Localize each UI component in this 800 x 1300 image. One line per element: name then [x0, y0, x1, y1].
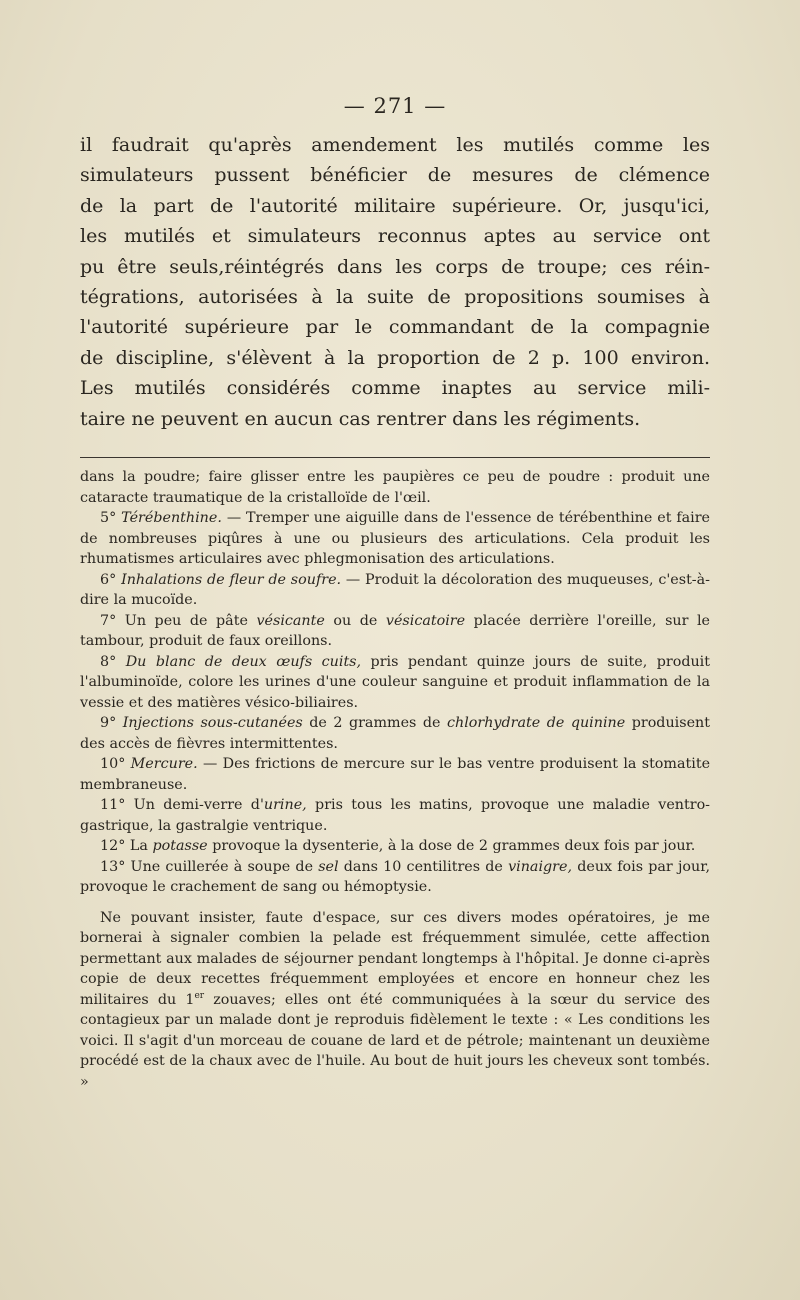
- footnote-10: [80, 754, 710, 795]
- footnote-text: Une cuillerée à soupe de: [130, 858, 314, 875]
- main-line: simulateurs pussent bénéficier de mesures de clémence: [80, 164, 710, 187]
- footnote-13: [80, 857, 710, 898]
- footnote-7: [80, 611, 710, 652]
- ordinal-superscript: er: [194, 990, 205, 1001]
- footnote-5: [80, 508, 710, 570]
- footnote-text: dans 10 centilitres de: [343, 858, 503, 875]
- footnote-emphasis: vésicatoire: [385, 612, 466, 629]
- footnote-6: [80, 570, 710, 611]
- footnote-number: 6°: [100, 571, 117, 588]
- footnote-text: Un peu de pâte: [124, 612, 248, 629]
- footnote-text: — Des frictions de mercure sur le bas ventre produisent la stomatite membraneuse.: [80, 756, 711, 793]
- footnote-text: — Tremper une aiguille dans de l'essence de térébenthine et faire de nombreuses piqûres à une ou plusieurs des articulations. Cela produit les rhumatismes articulaires avec phlegmonisation des articulations.: [80, 510, 711, 568]
- closing-text: zouaves; elles ont été communiquées à la sœur du service des contagieux par un malade dont je reproduis fidèlement le texte : « Les conditions les voici. Il s'agit d'un morceau de couane de lard et de pétrole; maintenant un deuxième procédé est de la chaux avec de l'huile. Au bout de huit jours les cheveux sont tombés. »: [80, 991, 711, 1090]
- book-page: [80, 92, 710, 1092]
- footnote-text: pris pendant quinze jours de suite, produit l'albuminoïde, colore les urines d'une couleur sanguine et produit inflammation de la vessie et des matières vésico-biliaires.: [80, 653, 710, 711]
- footnote-title: Injections sous-cutanées: [122, 715, 303, 732]
- main-line: de la part de l'autorité militaire supérieure. Or, jusqu'ici,: [80, 194, 710, 217]
- footnote-text: provoque la dysenterie, à la dose de 2 grammes deux fois par jour.: [212, 838, 696, 855]
- main-line: de discipline, s'élèvent à la proportion de 2 p. 100 environ.: [80, 346, 710, 369]
- footnote-emphasis: urine,: [263, 797, 307, 814]
- footnote-emphasis: vinaigre,: [508, 858, 573, 875]
- main-line: il faudrait qu'après amendement les mutilés comme les: [80, 134, 710, 156]
- footnote-emphasis: vésicante: [256, 612, 325, 629]
- footnote-emphasis: sel: [318, 858, 339, 875]
- footnote-number: 5°: [100, 510, 117, 527]
- footnote-separator: [80, 457, 710, 458]
- footnote-text: produisent des accès de fièvres intermittentes.: [80, 715, 710, 752]
- footnote-continuation: dans la poudre; faire glisser entre les paupières ce peu de poudre : produit une cataracte traumatique de la cristalloïde de l'œil.: [80, 469, 710, 506]
- footnote-text: Un demi-verre d': [133, 797, 264, 814]
- closing-text: Ne pouvant insister, faute d'espace, sur ces divers modes opératoires, je me bornerai à signaler combien la pelade est fréquemment simulée, cette affection permettant aux malades de séjourner pendant longtemps à l'hôpital. Je donne ci-après copie de deux recettes fréquemment employées et encore en honneur chez les militaires du 1: [80, 909, 710, 1008]
- closing-paragraph: [80, 908, 710, 1093]
- footnote-title: Térébenthine.: [121, 510, 222, 527]
- footnote-text: placée derrière l'oreille, sur le tambour, produit de faux oreillons.: [80, 612, 711, 650]
- footnote-title: Du blanc de deux œufs cuits,: [125, 653, 362, 670]
- footnote-number: 10°: [100, 756, 126, 773]
- footnote-title: Inhalations de fleur de soufre.: [121, 571, 342, 588]
- footnote-text: de 2 grammes de: [309, 715, 441, 732]
- footnote-emphasis: potasse: [152, 838, 208, 855]
- main-line: taire ne peuvent en aucun cas rentrer dans les régiments.: [80, 407, 641, 430]
- main-line: les mutilés et simulateurs reconnus aptes au service ont: [80, 225, 710, 248]
- footnote-number: 7°: [100, 612, 117, 629]
- main-line: Les mutilés considérés comme inaptes au service mili-: [80, 377, 710, 400]
- footnote-9: [80, 713, 710, 754]
- footnote-title: Mercure.: [130, 756, 198, 773]
- footnote-text: La: [129, 838, 148, 855]
- main-line: tégrations, autorisées à la suite de propositions soumises à: [80, 286, 710, 309]
- footnote-text: pris tous les matins, provoque une maladie ventro-gastrique, la gastralgie ventrique.: [80, 797, 711, 834]
- footnote-number: 13°: [100, 858, 126, 875]
- main-line: l'autorité supérieure par le commandant de la compagnie: [80, 316, 710, 339]
- footnote-11: [80, 795, 710, 836]
- footnote-text: ou de: [333, 612, 378, 629]
- footnote-number: 9°: [100, 715, 117, 732]
- footnote-number: 8°: [100, 653, 117, 670]
- footnote-emphasis: chlorhydrate de quinine: [446, 715, 626, 732]
- footnote-12: [80, 836, 710, 857]
- footnote-text: — Produit la décoloration des muqueuses, c'est-à-dire la mucoïde.: [80, 571, 710, 609]
- main-line: pu être seuls,réintégrés dans les corps de troupe; ces réin-: [80, 255, 710, 278]
- footnote-number: 12°: [100, 838, 126, 855]
- footnote-text: deux fois par jour, provoque le crachement de sang ou hémoptysie.: [80, 858, 711, 896]
- page-number: — 271 —: [343, 94, 447, 118]
- footnotes: [80, 467, 710, 1092]
- footnote-8: [80, 652, 710, 714]
- main-paragraph: [80, 130, 710, 434]
- footnote-number: 11°: [100, 797, 126, 814]
